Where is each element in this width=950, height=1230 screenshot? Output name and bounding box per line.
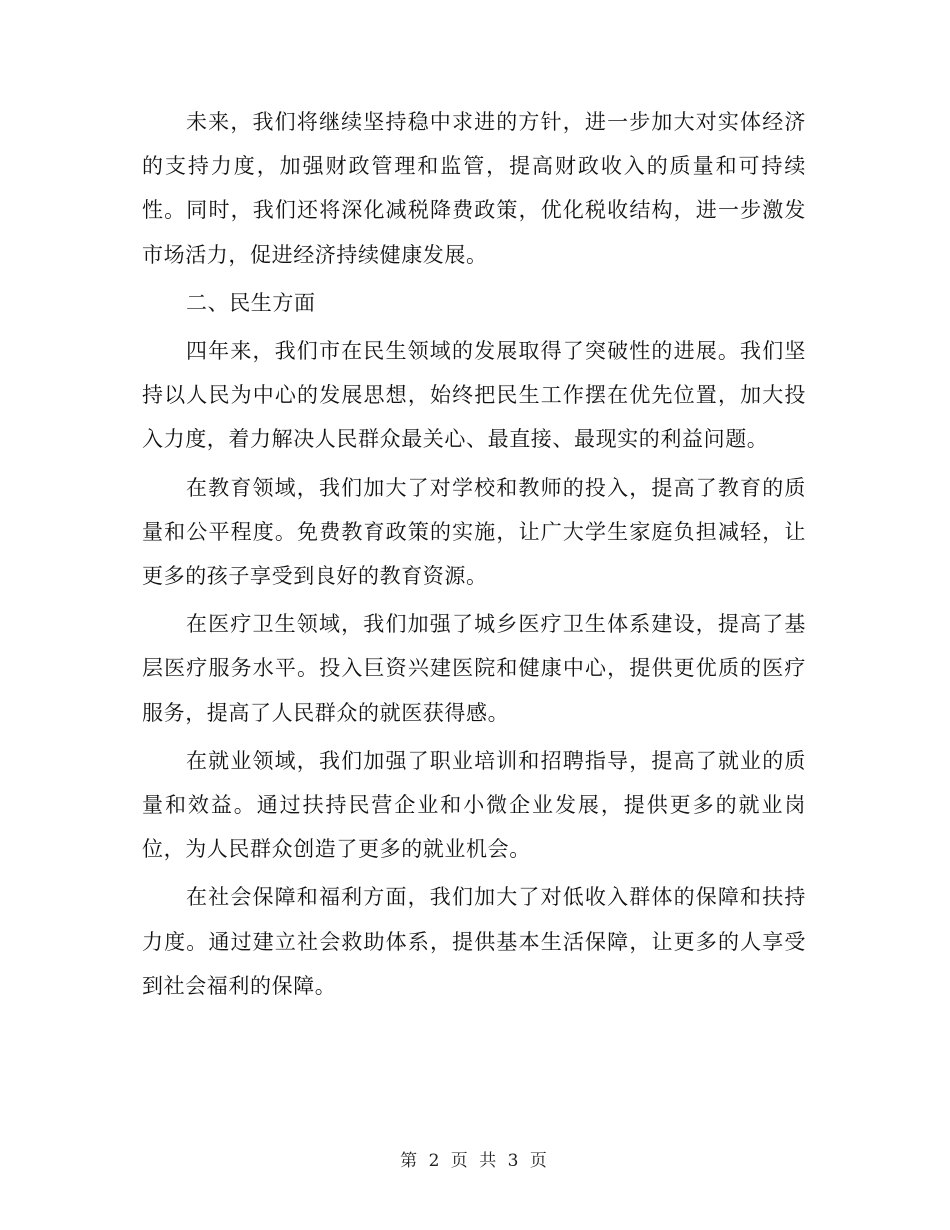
- paragraph-education: 在教育领域，我们加大了对学校和教师的投入，提高了教育的质量和公平程度。免费教育政策的实施，让广大学生家庭负担减轻，让更多的孩子享受到良好的教育资源。: [142, 475, 806, 589]
- section-heading-livelihood: 二、民生方面: [186, 290, 316, 315]
- paragraph-employment: 在就业领域，我们加强了职业培训和招聘指导，提高了就业的质量和效益。通过扶持民营企业和小微企业发展，提供更多的就业岗位，为人民群众创造了更多的就业机会。: [142, 748, 806, 862]
- page-number-footer: 第 2 页 共 3 页: [400, 1151, 550, 1171]
- paragraph-social-security: 在社会保障和福利方面，我们加大了对低收入群体的保障和扶持力度。通过建立社会救助体系，提供基本生活保障，让更多的人享受到社会福利的保障。: [142, 885, 806, 998]
- paragraph-fiscal-outlook: 未来，我们将继续坚持稳中求进的方针，进一步加大对实体经济的支持力度，加强财政管理和监管，提高财政收入的质量和可持续性。同时，我们还将深化减税降费政策，优化税收结构，进一步激发市场活力，促进经济持续健康发展。: [142, 110, 806, 267]
- paragraph-livelihood-overview: 四年来，我们市在民生领域的发展取得了突破性的进展。我们坚持以人民为中心的发展思想，始终把民生工作摆在优先位置，加大投入力度，着力解决人民群众最关心、最直接、最现实的利益问题。: [142, 339, 806, 452]
- document-body: [142, 100, 806, 1012]
- paragraph-healthcare: 在医疗卫生领域，我们加强了城乡医疗卫生体系建设，提高了基层医疗服务水平。投入巨资兴建医院和健康中心，提供更优质的医疗服务，提高了人民群众的就医获得感。: [142, 612, 806, 725]
